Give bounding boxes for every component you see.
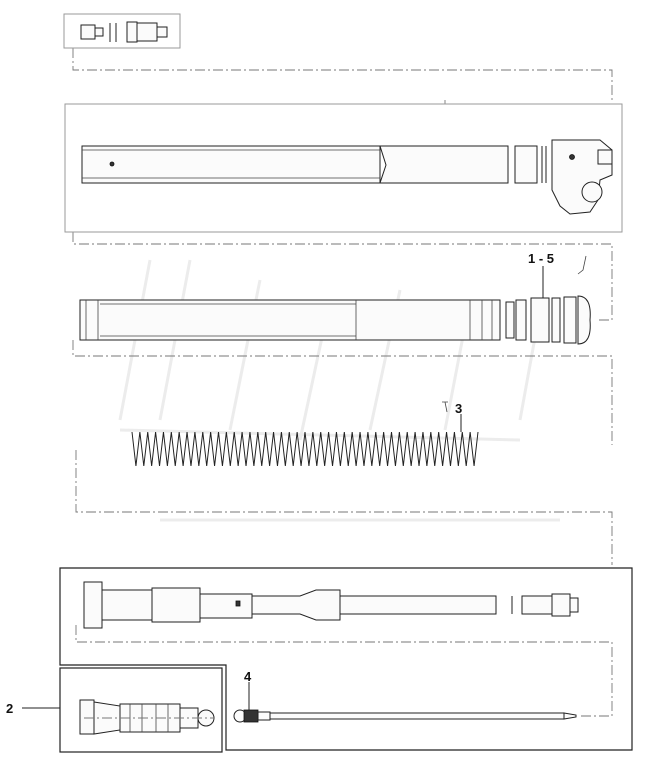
top-cartridge-cap-group [64,14,180,48]
valve-assembly [80,700,214,734]
damper-tube [84,582,578,628]
callout-2 [6,701,60,716]
callout-1-5-label: 1 - 5 [528,251,555,266]
outer-tube-group [65,104,622,232]
callout-4-label: 4 [244,669,252,684]
callout-4 [244,669,252,710]
watermark [120,260,560,520]
callout-3-label: 3 [455,401,463,416]
inner-tube-group [80,296,590,344]
piston-rod [234,710,576,722]
callout-2-label: 2 [6,701,14,716]
callout-1-5 [528,251,586,298]
